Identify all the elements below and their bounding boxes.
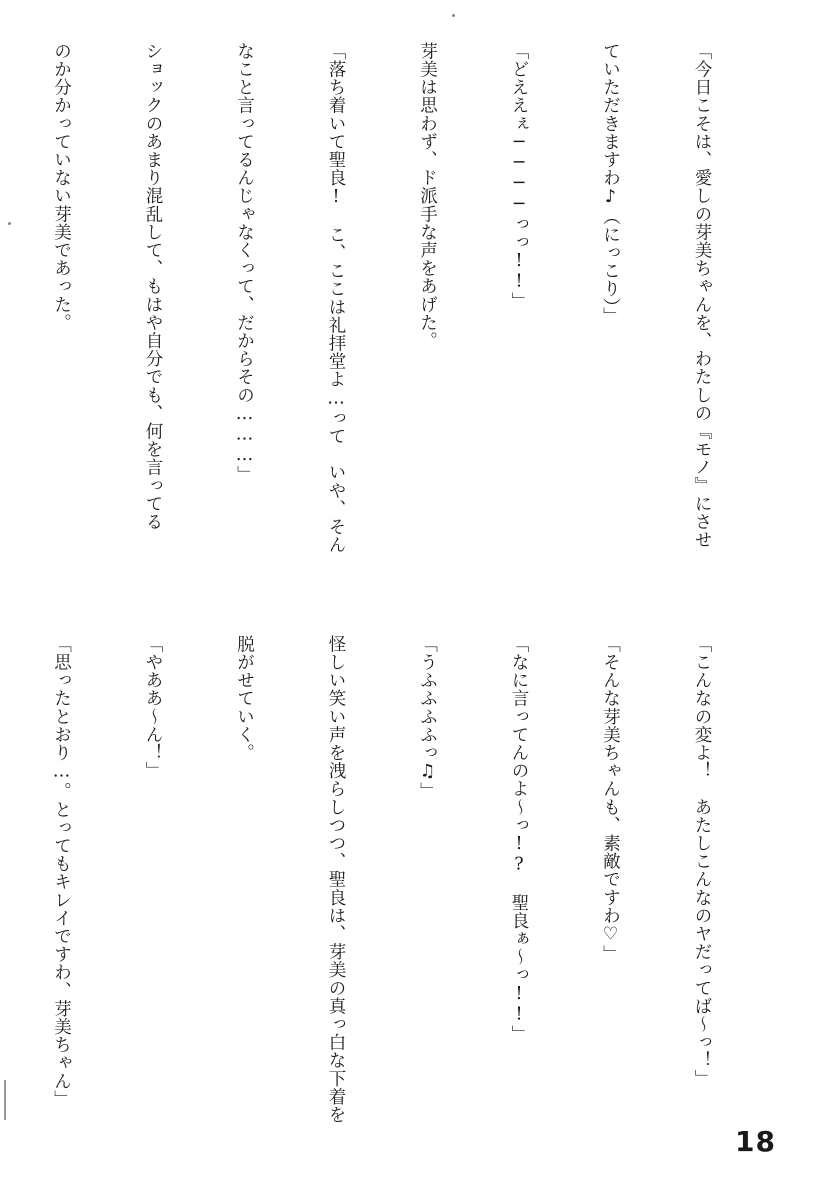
text-column: 「こんなの変よ！ あたしこんなのヤだってば〜っ！」: [692, 635, 712, 1088]
scan-dust-mark: [452, 14, 455, 17]
text-column: 「やああ〜ん！」: [143, 635, 163, 780]
text-column: 「今日こそは、愛しの芽美ちゃんを、わたしの『モノ』にさせ: [692, 42, 712, 549]
text-column: ショックのあまり混乱して、もはや自分でも、何を言ってる: [143, 42, 163, 531]
upper-text-block: [0, 42, 778, 562]
text-column: 「落ち着いて聖良! こ、ここは礼拝堂よ…って いや、そん: [326, 42, 346, 554]
text-column: 「どええぇ────っっ!!」: [509, 42, 529, 311]
text-column: のか分かっていない芽美であった。: [51, 42, 72, 332]
text-column: なこと言ってるんじゃなくって、だからその………」: [234, 42, 255, 484]
text-column: ていただきますわ♪（にっこり）」: [600, 42, 621, 326]
scan-edge-mark: [4, 1080, 6, 1120]
page-number: 18: [735, 1125, 776, 1158]
text-column: 怪しい笑い声を洩らしつつ、聖良は、芽美の真っ白な下着を: [326, 635, 346, 1124]
scan-dust-mark: [8, 222, 11, 225]
text-column: 芽美は思わず、ド派手な声をあげた。: [417, 42, 438, 350]
text-column: 「なに言ってんのよ〜っ!? 聖良ぁ〜っ!!」: [509, 635, 529, 1044]
lower-text-block: [0, 635, 778, 1124]
text-column: 「思ったとおり…。とってもキレイですわ、芽美ちゃん」: [51, 635, 72, 1109]
text-column: 「うふふふふっ♫」: [417, 635, 438, 801]
text-column: 脱がせていく。: [234, 635, 255, 762]
text-column: 「そんな芽美ちゃんも、素敵ですわ♡」: [600, 635, 621, 964]
